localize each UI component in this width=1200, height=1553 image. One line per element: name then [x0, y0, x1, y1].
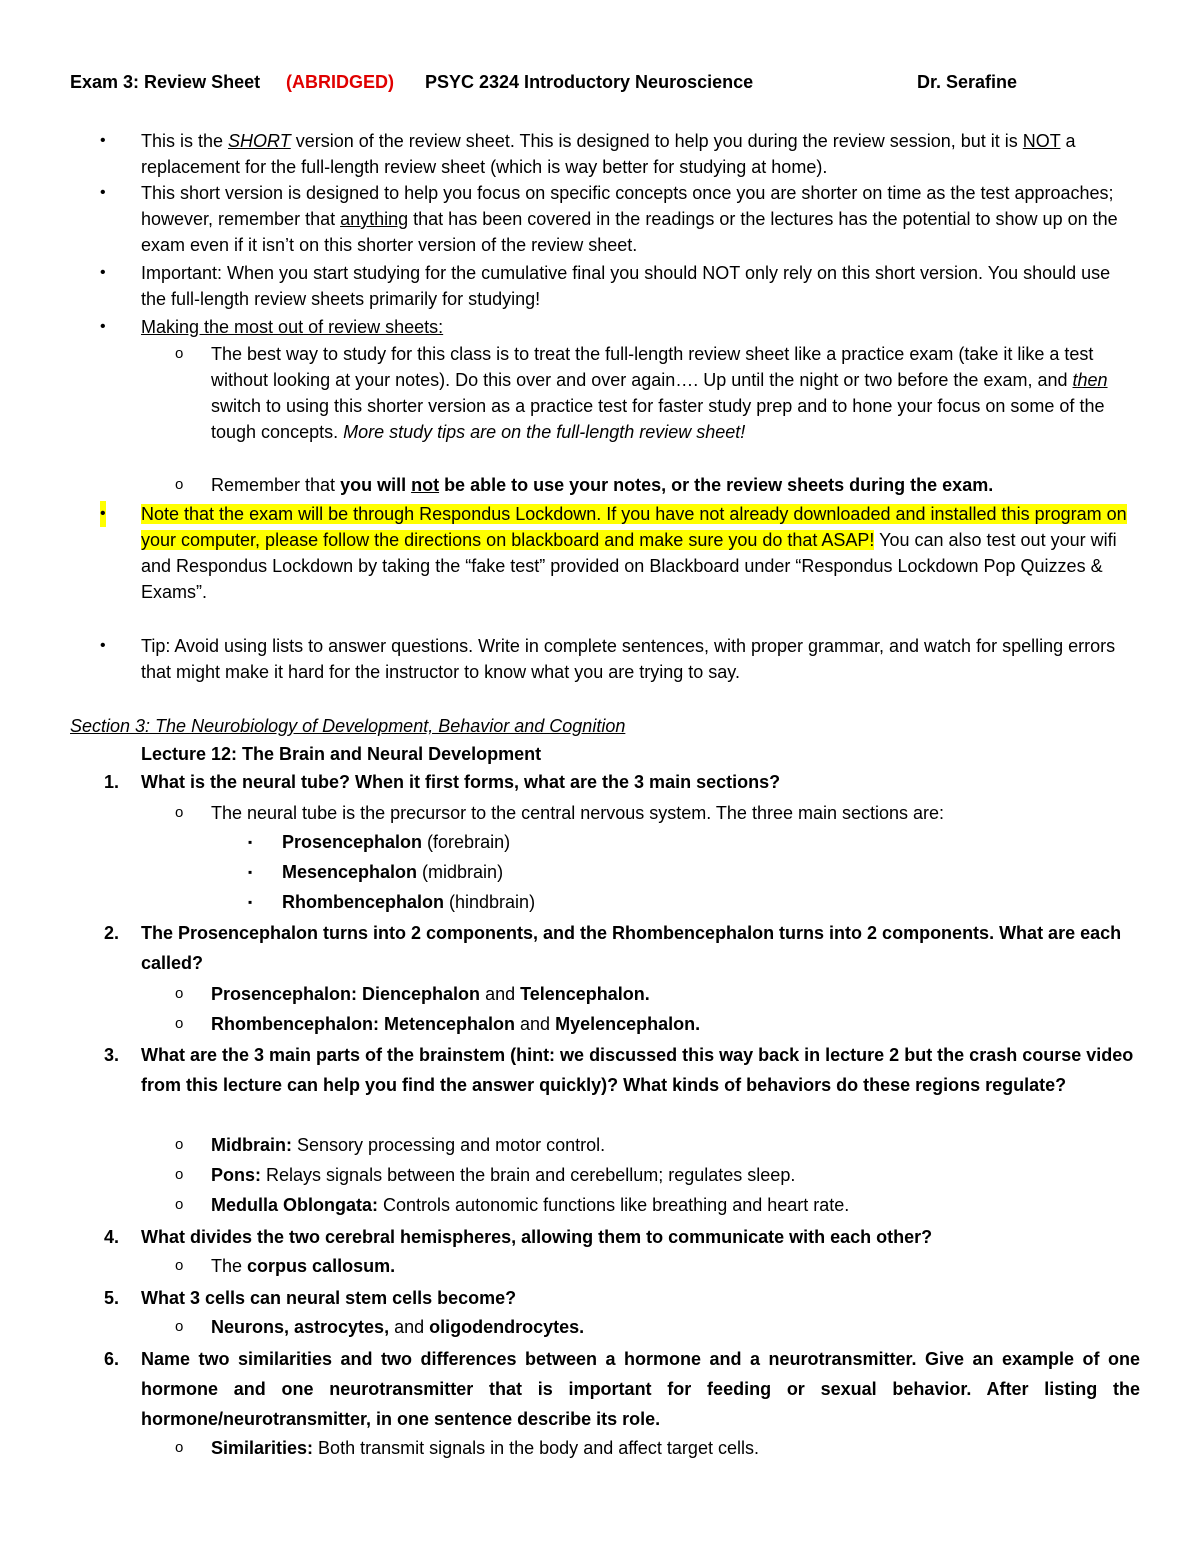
question-number: 6. — [104, 1349, 120, 1369]
sub-marker: o — [175, 804, 184, 821]
question-number: 4. — [104, 1227, 120, 1247]
list-item: ▪ Mesencephalon (midbrain) — [248, 858, 503, 886]
bullet-marker: • — [100, 501, 106, 527]
question-text: What is the neural tube? When it first forms, what are the 3 main sections? — [141, 772, 781, 792]
answer-1 — [175, 800, 1140, 826]
sub-bullet-no-notes — [175, 472, 1140, 498]
sub-text: The best way to study for this class is to treat the full-length review sheet like a practice exam (take it like a test without looking at your notes). Do this over and over again…. Up until the night or two before the exam, and then switch to using this shorter version as a practice test for faster study prep and to hone your focus on some of the tough concepts. More study tips are on the full-length review sheet! — [211, 344, 1108, 442]
sub-text: Remember that you will not be able to use your notes, or the review sheets during the exam. — [211, 475, 994, 495]
answer-3a: o Midbrain: Sensory processing and motor control. — [175, 1132, 1140, 1158]
bullet-text: Important: When you start studying for the cumulative final you should NOT only rely on this short version. You should use the full-length review sheets primarily for studying! — [141, 263, 1111, 309]
intro-bullet-short-version — [100, 128, 1140, 180]
question-text: Name two similarities and two differences between a hormone and a neurotransmitter. Give an example of one hormone and one neurotransmitter that is important for feeding or sexual behavior. After listing the hormone/neurotransmitter, in one sentence describe its role. — [141, 1349, 1140, 1429]
bullet-text: Making the most out of review sheets: — [141, 317, 444, 337]
answer-3c: o Medulla Oblongata: Controls autonomic functions like breathing and heart rate. — [175, 1192, 1140, 1218]
intro-bullet-making-most — [100, 314, 1140, 340]
bullet-marker: • — [100, 132, 106, 149]
highlighted-text: Note that the exam will be through Respondus Lockdown. If you have not already downloaded and installed this program on your computer, please follow the directions on blackboard and make sure you do that ASAP! — [141, 504, 1127, 550]
square-marker: ▪ — [248, 835, 253, 849]
answer-text: The neural tube is the precursor to the central nervous system. The three main sections are: — [211, 803, 945, 823]
answer-6: o Similarities: Both transmit signals in the body and affect target cells. — [175, 1435, 1140, 1461]
answer-5: o Neurons, astrocytes, and oligodendrocytes. — [175, 1314, 1140, 1340]
question-text: The Prosencephalon turns into 2 components, and the Rhombencephalon turns into 2 components. What are each called? — [141, 923, 1122, 973]
sub-marker: o — [175, 1015, 184, 1032]
question-number: 2. — [104, 923, 120, 943]
sub-marker: o — [175, 1196, 184, 1213]
answer-2a: o Prosencephalon: Diencephalon and Telencephalon. — [175, 981, 1140, 1007]
intro-bullet-respondus — [100, 501, 1140, 605]
answer-2b: o Rhombencephalon: Metencephalon and Myelencephalon. — [175, 1011, 1140, 1037]
bullet-marker: • — [100, 264, 106, 281]
question-5 — [104, 1283, 1140, 1313]
intro-bullet-focus — [100, 180, 1140, 258]
list-item: ▪ Rhombencephalon (hindbrain) — [248, 888, 535, 916]
bullet-text: This short version is designed to help you focus on specific concepts once you are shorter on time as the test approaches; however, remember that anything that has been covered in the readings or the lectures has the potential to show up on the exam even if it isn’t on this shorter version of the review sheet. — [141, 183, 1118, 255]
section-heading: Section 3: The Neurobiology of Development, Behavior and Cognition — [70, 716, 626, 736]
bullet-marker: • — [100, 318, 106, 335]
sub-marker: o — [175, 985, 184, 1002]
header-instructor: Dr. Serafine — [917, 72, 1018, 92]
bullet-text: Tip: Avoid using lists to answer questions. Write in complete sentences, with proper grammar, and watch for spelling errors that might make it hard for the instructor to know what you are trying to say. — [141, 636, 1116, 682]
question-number: 5. — [104, 1288, 120, 1308]
question-text: What 3 cells can neural stem cells become? — [141, 1288, 517, 1308]
bullet-marker: • — [100, 184, 106, 201]
sub-marker: o — [175, 476, 184, 493]
answer-3b: o Pons: Relays signals between the brain and cerebellum; regulates sleep. — [175, 1162, 1140, 1188]
bullet-marker: • — [100, 637, 106, 654]
square-marker: ▪ — [248, 895, 253, 909]
question-4 — [104, 1222, 1140, 1252]
header-course: PSYC 2324 Introductory Neuroscience — [425, 72, 754, 92]
list-item: ▪ Prosencephalon (forebrain) — [248, 828, 510, 856]
intro-bullet-tip — [100, 633, 1140, 685]
intro-bullet-important — [100, 260, 1140, 312]
sub-marker: o — [175, 1439, 184, 1456]
question-text: What are the 3 main parts of the brainstem (hint: we discussed this way back in lecture 2 but the crash course video from this lecture can help you find the answer quickly)? What kinds of behaviors do these regions regulate? — [141, 1045, 1134, 1095]
question-1 — [104, 767, 1140, 797]
question-2 — [104, 918, 1140, 978]
sub-marker: o — [175, 345, 184, 362]
bullet-text: This is the SHORT version of the review sheet. This is designed to help you during the review session, but it is NOT a replacement for the full-length review sheet (which is way better for studying at home). — [141, 131, 1076, 177]
lecture-heading: Lecture 12: The Brain and Neural Development — [141, 744, 542, 764]
question-3 — [104, 1040, 1140, 1100]
sub-marker: o — [175, 1166, 184, 1183]
header-title: Exam 3: Review Sheet — [70, 72, 261, 92]
question-number: 3. — [104, 1045, 120, 1065]
question-6 — [104, 1344, 1140, 1434]
question-text: What divides the two cerebral hemispheres, allowing them to communicate with each other? — [141, 1227, 933, 1247]
bullet-text: Note that the exam will be through Respondus Lockdown. If you have not already downloaded and installed this program on your computer, please follow the directions on blackboard and make sure you do that ASAP! You can also test out your wifi and Respondus Lockdown by taking the “fake test” provided on Blackboard under “Respondus Lockdown Pop Quizzes & Exams”. — [141, 504, 1127, 602]
header-abridged: (ABRIDGED) — [286, 72, 394, 92]
sub-bullet-study-tip — [175, 341, 1140, 445]
square-marker: ▪ — [248, 865, 253, 879]
sub-marker: o — [175, 1257, 184, 1274]
sub-marker: o — [175, 1136, 184, 1153]
question-number: 1. — [104, 772, 120, 792]
sub-marker: o — [175, 1318, 184, 1335]
answer-4: o The corpus callosum. — [175, 1253, 1140, 1279]
